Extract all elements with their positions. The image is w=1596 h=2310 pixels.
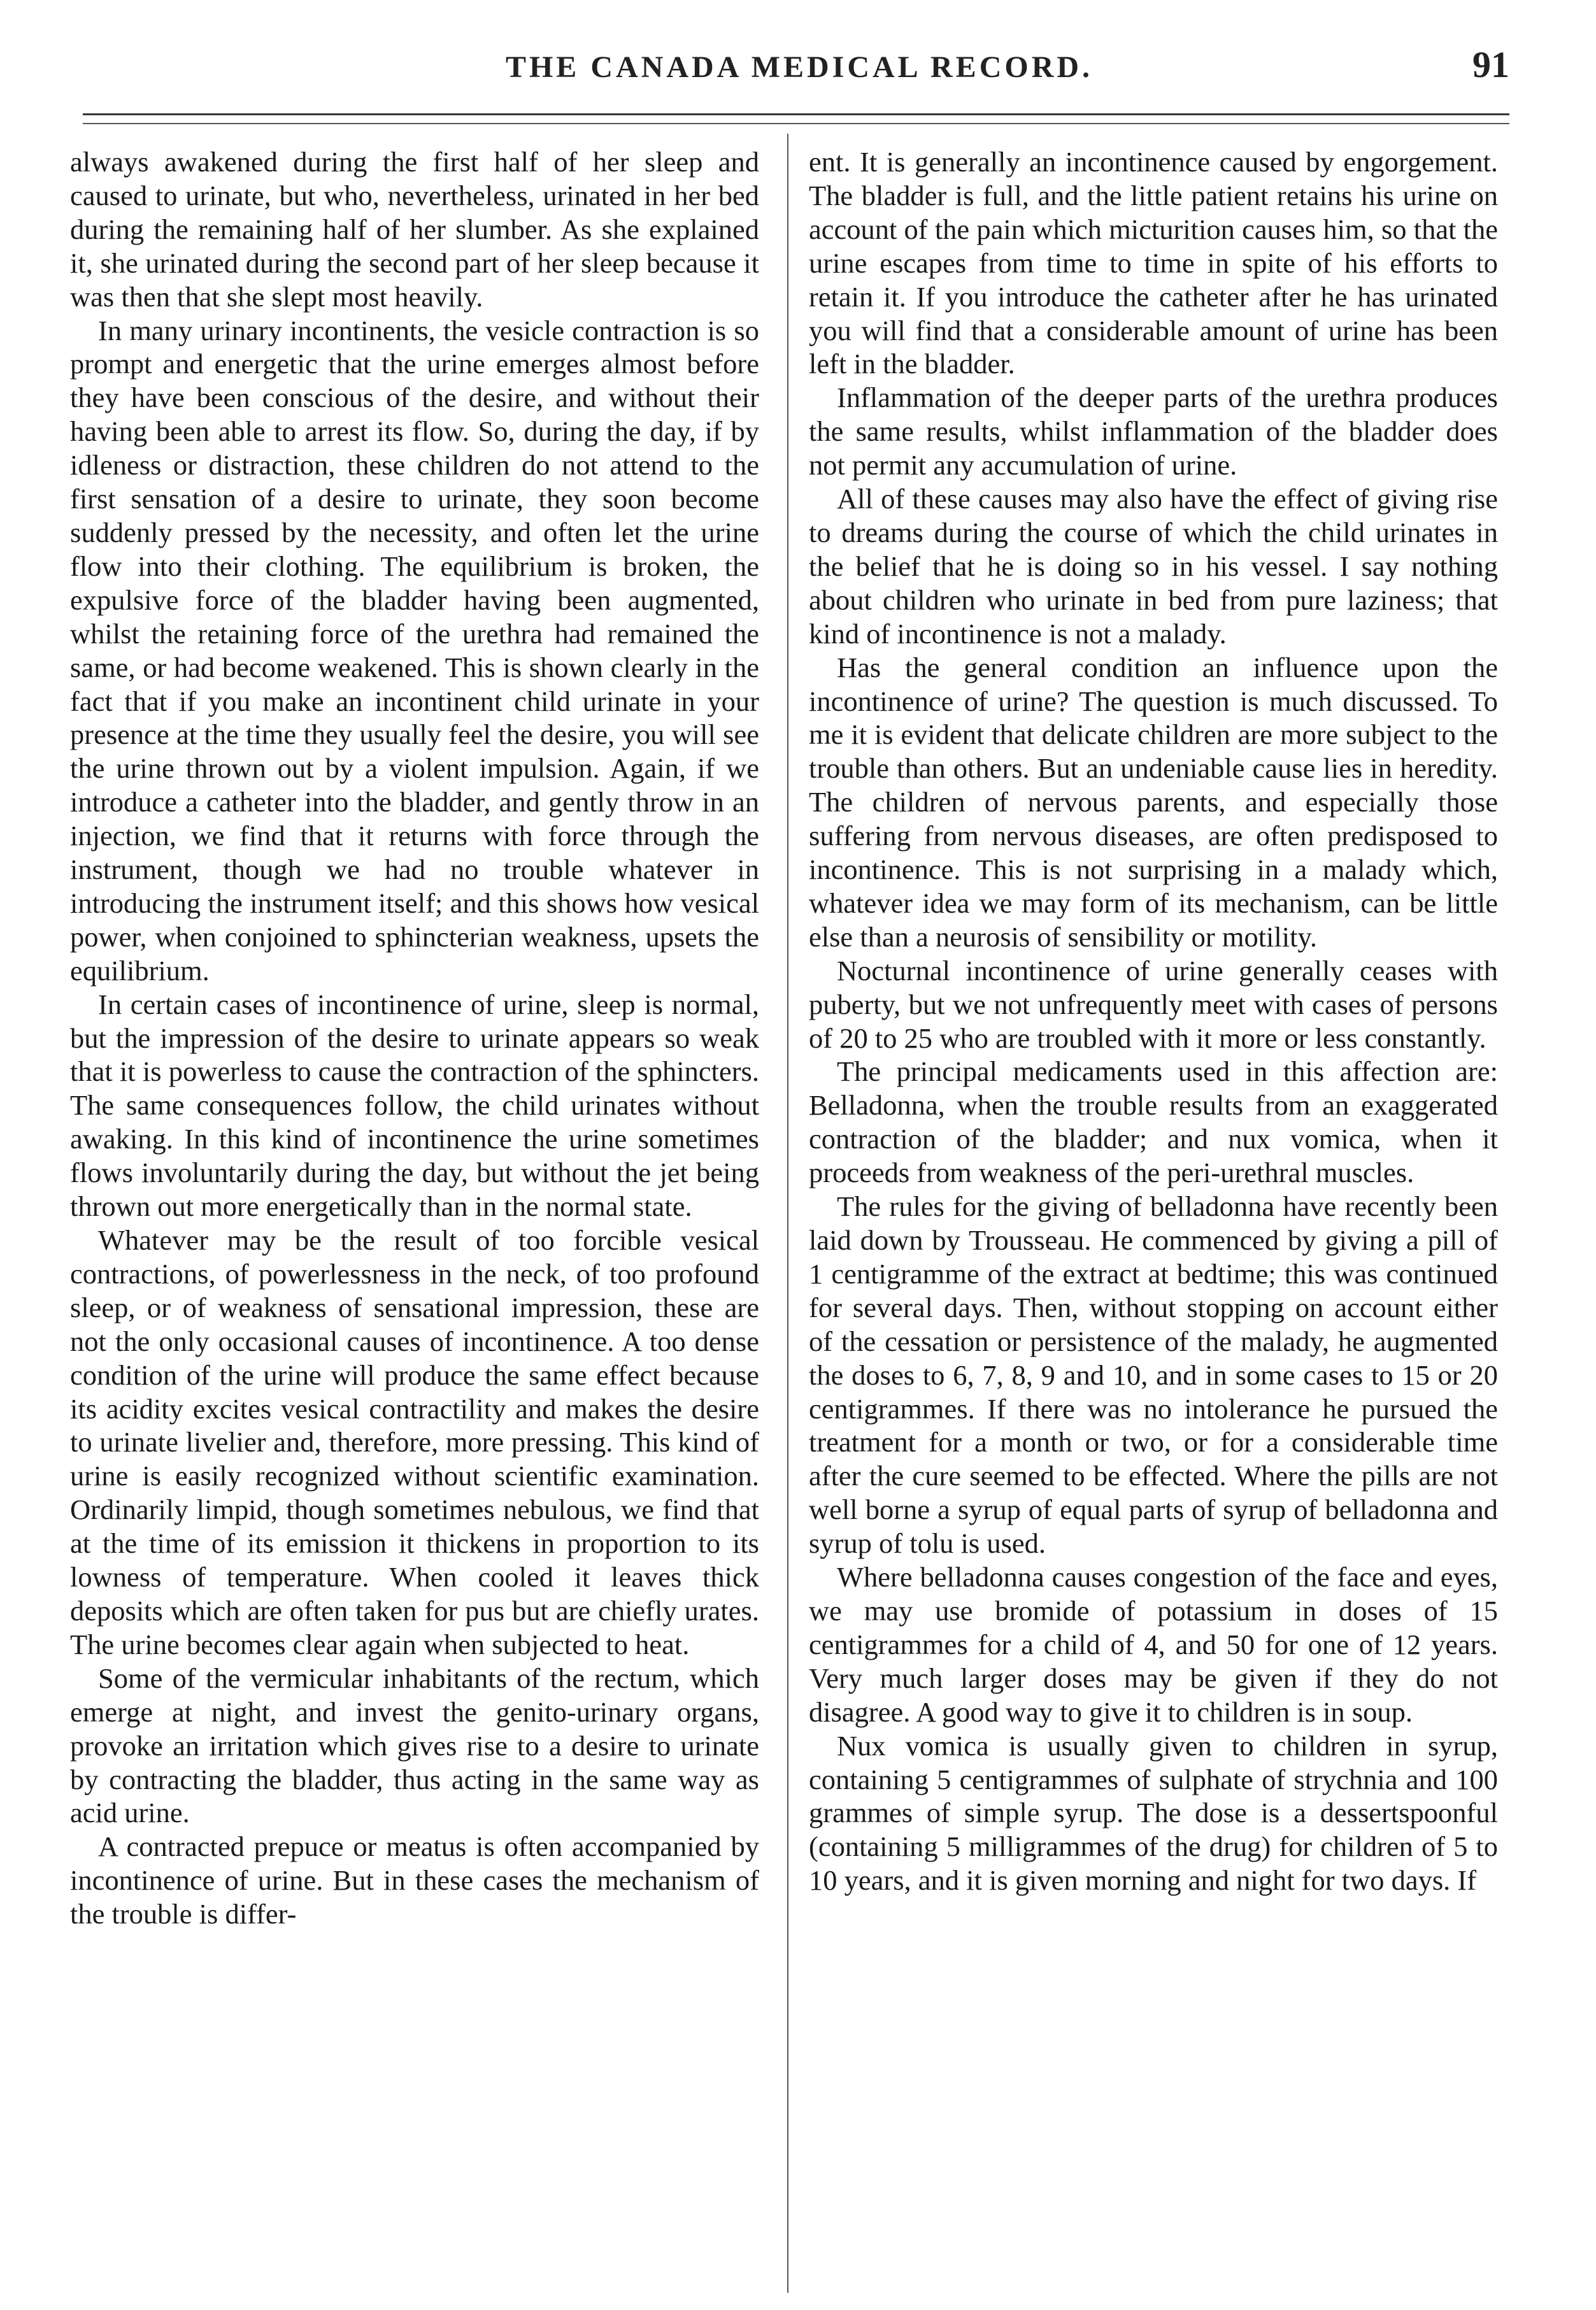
paragraph: always awakened during the first half of her sleep and caused to urinate, but who, nevertheless, urinated in her bed during the remaining half of her slumber. As she explained it, she urinated during the second part of her sleep because it was then that she slept most heavily. xyxy=(70,146,759,313)
paragraph: The principal medicaments used in this affection are: Belladonna, when the trouble results from an exaggerated contraction of the bladder; and nux vomica, when it proceeds from weakness of the peri-urethral muscles. xyxy=(809,1055,1498,1189)
running-head xyxy=(76,43,1522,101)
paragraph: Nocturnal incontinence of urine generally ceases with puberty, but we not unfrequently meet with cases of persons of 20 to 25 who are troubled with it more or less constantly. xyxy=(809,954,1498,1054)
paragraph: Has the general condition an influence upon the incontinence of urine? The question is much discussed. To me it is evident that delicate children are more subject to the trouble than others. But an undeniable cause lies in heredity. The children of nervous parents, and especially those suffering from nervous diseases, are often predisposed to incontinence. This is not surprising in a malady which, whatever idea we may form of its mechanism, can be little else than a neurosis of sensibility or motility. xyxy=(809,651,1498,953)
left-column xyxy=(70,145,759,1931)
page-number: 91 xyxy=(1472,44,1509,85)
paragraph: ent. It is generally an incontinence caused by engorgement. The bladder is full, and the little patient retains his urine on account of the pain which micturition causes him, so that the urine escapes from time to time in spite of his efforts to retain it. If you introduce the catheter after he has urinated you will find that a considerable amount of urine has been left in the bladder. xyxy=(809,146,1498,380)
paragraph: A contracted prepuce or meatus is often accompanied by incontinence of urine. But in these cases the mechanism of the trouble is differ- xyxy=(70,1830,759,1930)
header-double-rule xyxy=(83,113,1509,124)
paragraph: The rules for the giving of belladonna have recently been laid down by Trousseau. He commenced by giving a pill of 1 centigramme of the extract at bedtime; this was continued for several days. Then, without stopping on account either of the cessation or persistence of the malady, he augmented the doses to 6, 7, 8, 9 and 10, and in some cases to 15 or 20 centigrammes. If there was no intolerance he pursued the treatment for a month or two, or for a considerable time after the cure seemed to be effected. Where the pills are not well borne a syrup of equal parts of syrup of belladonna and syrup of tolu is used. xyxy=(809,1190,1498,1560)
column-divider xyxy=(787,134,788,2293)
journal-title: THE CANADA MEDICAL RECORD. xyxy=(505,50,1094,84)
paragraph: Where belladonna causes congestion of the face and eyes, we may use bromide of potassium in doses of 15 centigrammes for a child of 4, and 50 for one of 12 years. Very much larger doses may be given if they do not disagree. A good way to give it to children is in soup. xyxy=(809,1561,1498,1728)
paragraph: Some of the vermicular inhabitants of the rectum, which emerge at night, and invest the genito-urinary organs, provoke an irritation which gives rise to a desire to urinate by contracting the bladder, thus acting in the same way as acid urine. xyxy=(70,1662,759,1829)
paragraph: All of these causes may also have the effect of giving rise to dreams during the course of which the child urinates in the belief that he is doing so in his vessel. I say nothing about children who urinate in bed from pure laziness; that kind of incontinence is not a malady. xyxy=(809,483,1498,650)
paragraph: Nux vomica is usually given to children in syrup, containing 5 centigrammes of sulphate of strychnia and 100 grammes of simple syrup. The dose is a dessertspoonful (containing 5 milligrammes of the drug) for children of 5 to 10 years, and it is given morning and night for two days. If xyxy=(809,1729,1498,1897)
paragraph: In certain cases of incontinence of urine, sleep is normal, but the impression of the desire to urinate appears so weak that it is powerless to cause the contraction of the sphincters. The same consequences follow, the child urinates without awaking. In this kind of incontinence the urine sometimes flows involuntarily during the day, but without the jet being thrown out more energetically than in the normal state. xyxy=(70,988,759,1223)
right-column xyxy=(809,145,1498,1897)
paragraph: Whatever may be the result of too forcible vesical contractions, of powerlessness in the neck, of too profound sleep, or of weakness of sensational impression, these are not the only occasional causes of incontinence. A too dense condition of the urine will produce the same effect because its acidity excites vesical contractility and makes the desire to urinate livelier and, therefore, more pressing. This kind of urine is easily recognized without scientific examination. Ordinarily limpid, though sometimes nebulous, we find that at the time of its emission it thickens in proportion to its lowness of temperature. When cooled it leaves thick deposits which are often taken for pus but are chiefly urates. The urine becomes clear again when subjected to heat. xyxy=(70,1224,759,1660)
paragraph: Inflammation of the deeper parts of the urethra produces the same results, whilst inflammation of the bladder does not permit any accumulation of urine. xyxy=(809,381,1498,481)
paragraph: In many urinary incontinents, the vesicle contraction is so prompt and energetic that the urine emerges almost before they have been conscious of the desire, and without their having been able to arrest its flow. So, during the day, if by idleness or distraction, these children do not attend to the first sensation of a desire to urinate, they soon become suddenly pressed by the necessity, and often let the urine flow into their clothing. The equilibrium is broken, the expulsive force of the bladder having been augmented, whilst the retaining force of the urethra had remained the same, or had become weakened. This is shown clearly in the fact that if you make an incontinent child urinate in your presence at the time they usually feel the desire, you will see the urine thrown out by a violent impulsion. Again, if we introduce a catheter into the bladder, and gently throw in an injection, we find that it returns with force through the instrument, though we had no trouble whatever in introducing the instrument itself; and this shows how vesical power, when conjoined to sphincterian weakness, upsets the equilibrium. xyxy=(70,314,759,987)
